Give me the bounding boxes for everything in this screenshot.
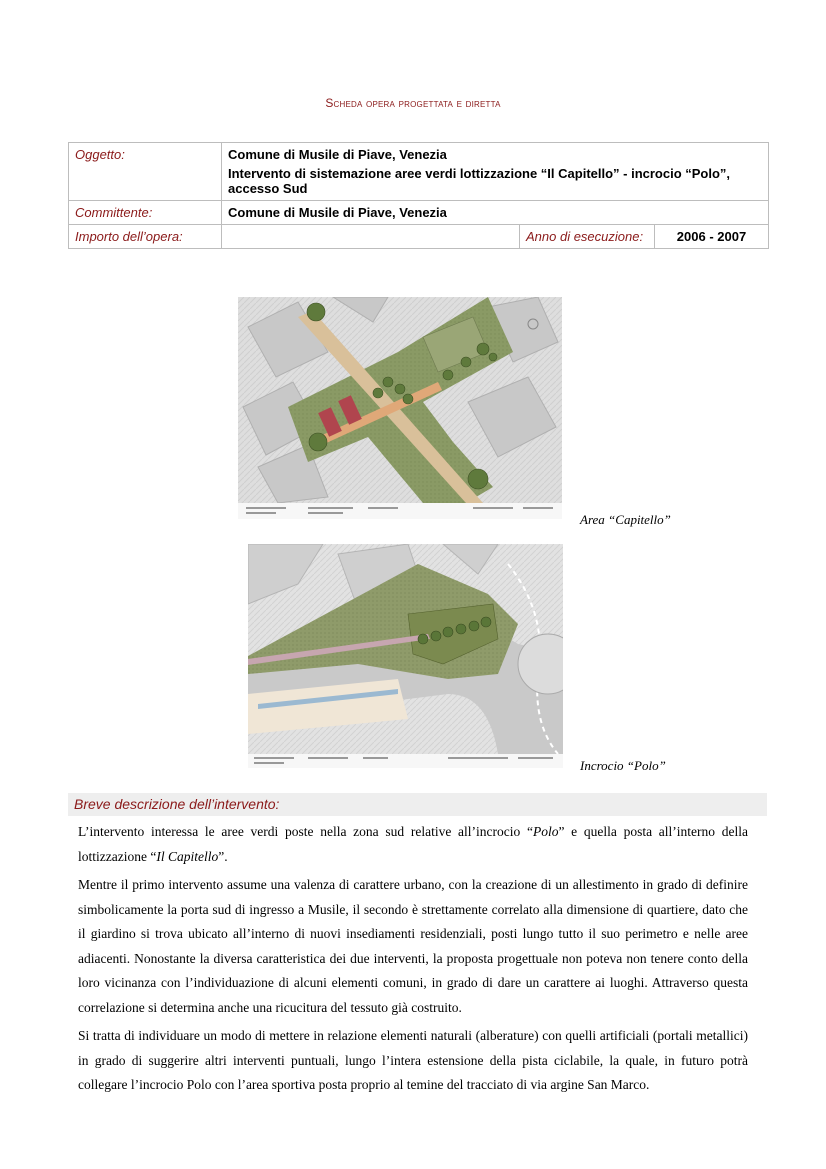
row-oggetto bbox=[69, 143, 769, 201]
p1-emphasis-polo: Polo bbox=[532, 824, 559, 839]
polo-caption: Incrocio “Polo” bbox=[580, 758, 666, 773]
anno-value: 2006 - 2007 bbox=[655, 225, 769, 249]
committente-label: Committente: bbox=[69, 201, 222, 225]
committente-value: Comune di Musile di Piave, Venezia bbox=[222, 201, 769, 225]
capitello-caption: Area “Capitello” bbox=[580, 512, 671, 527]
anno-label: Anno di esecuzione: bbox=[520, 225, 655, 249]
p1-text-c: ”. bbox=[218, 848, 228, 864]
polo-plan-image bbox=[248, 544, 563, 768]
capitello-plan-image bbox=[238, 297, 562, 519]
p1-text-b: ” e quella posta all’interno della lottizzazione “ bbox=[78, 824, 748, 864]
info-table bbox=[68, 142, 769, 249]
description-paragraph-1 bbox=[78, 820, 748, 869]
description-paragraph-2: Mentre il primo intervento assume una valenza di carattere urbano, con la creazione di un allestimento in grado di definire simbolicamente la porta sud di ingresso a Musile, il secondo è strettamente correlato alla dimensione di quartiere, dato che il giardino si trova ubicato all’interno di nuovi insediamenti residenziali, posti lungo tutto il suo perimetro e nelle aree adiacenti. Nonostante la diversa caratteristica dei due interventi, la proposta progettuale non poteva non tenere conto della loro vicinanza con l’individuazione di alcuni elementi comuni, in grado di dare un carattere ai luoghi. Attraverso questa correlazione si determina anche una ricucitura del tessuto già costruito. bbox=[78, 877, 748, 1015]
description-paragraph-3: Si tratta di individuare un modo di mettere in relazione elementi naturali (alberature) con quelli artificiali (portali metallici) in grado di suggerire altri interventi puntuali, lungo l’intera estensione della pista ciclabile, la quale, in futuro potrà collegare l’incrocio Polo con l’area sportiva posta proprio al temine del tracciato di via argine San Marco. bbox=[78, 1028, 748, 1092]
row-committente bbox=[69, 201, 769, 225]
oggetto-label: Oggetto: bbox=[69, 143, 222, 201]
importo-label: Importo dell’opera: bbox=[69, 225, 222, 249]
description-title: Breve descrizione dell’intervento: bbox=[68, 793, 767, 816]
oggetto-line1: Comune di Musile di Piave, Venezia bbox=[228, 147, 447, 162]
document-header: Scheda opera progettata e diretta bbox=[325, 96, 501, 110]
oggetto-value bbox=[222, 143, 769, 201]
description-body bbox=[78, 820, 748, 1102]
oggetto-line2: Intervento di sistemazione aree verdi lottizzazione “Il Capitello” - incrocio “Polo”, accesso Sud bbox=[228, 166, 731, 196]
importo-value bbox=[222, 225, 520, 249]
row-importo bbox=[69, 225, 769, 249]
p1-emphasis-capitello: Il Capitello bbox=[156, 848, 219, 864]
p1-text-a: L’intervento interessa le aree verdi poste nella zona sud relative all’incrocio “ bbox=[78, 824, 533, 839]
